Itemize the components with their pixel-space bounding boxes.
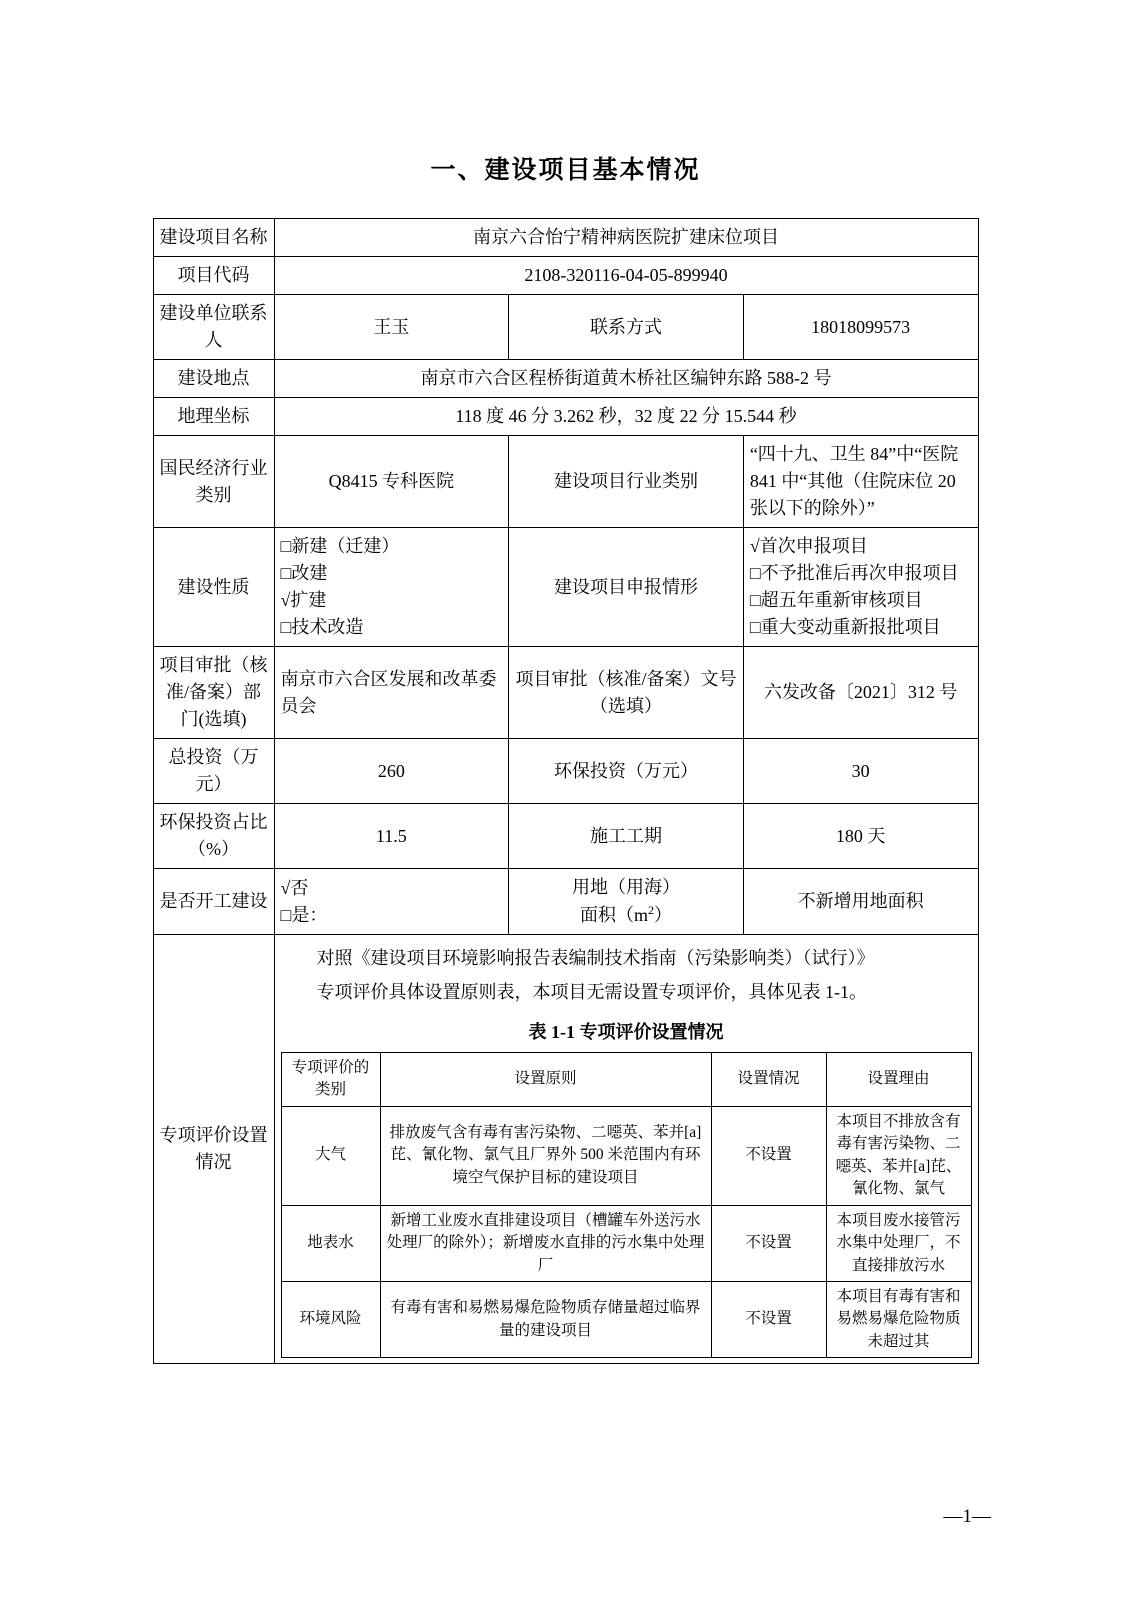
table-row-coordinates	[153, 398, 978, 436]
label-land-area	[509, 869, 744, 935]
label-project-name: 建设项目名称	[153, 219, 274, 257]
value-special-evaluation	[274, 935, 978, 1364]
label-env-investment: 环保投资（万元）	[509, 739, 744, 804]
label-env-ratio: 环保投资占比（%）	[153, 804, 274, 869]
table-row-project-code	[153, 257, 978, 295]
checkbox-new-build[interactable]: □新建（迁建）	[280, 536, 400, 556]
label-industry: 国民经济行业类别	[153, 436, 274, 528]
page-number: —1—	[943, 1506, 991, 1527]
value-env-ratio: 11.5	[274, 804, 509, 869]
checkbox-not-started[interactable]: √否	[280, 877, 309, 898]
label-approval-docno: 项目审批（核准/备案）文号（选填）	[509, 647, 744, 739]
project-basic-info-table	[153, 218, 979, 1364]
label-contact-way: 联系方式	[509, 295, 744, 360]
label-land-area-line1: 用地（用海）	[571, 877, 680, 897]
page-title: 一、建设项目基本情况	[430, 155, 701, 184]
table-row	[281, 1106, 971, 1205]
header-category: 专项评价的类别	[281, 1052, 380, 1106]
value-total-investment: 260	[274, 739, 509, 804]
label-land-area-line2	[515, 901, 737, 929]
label-land-area-text: 面积（m	[579, 905, 648, 925]
checkbox-rebuild[interactable]: □改建	[280, 563, 328, 583]
cell-status: 不设置	[711, 1282, 826, 1358]
cell-status: 不设置	[711, 1205, 826, 1281]
special-evaluation-table	[281, 1052, 972, 1359]
value-site: 南京市六合区程桥街道黄木桥社区编钟东路 588-2 号	[274, 360, 978, 398]
label-project-code: 项目代码	[153, 257, 274, 295]
value-construction-duration: 180 天	[743, 804, 978, 869]
label-land-area-end: ）	[653, 905, 672, 925]
cell-status: 不设置	[711, 1106, 826, 1205]
cell-reason: 本项目不排放含有毒有害污染物、二噁英、苯并[a]芘、氰化物、氯气	[826, 1106, 971, 1205]
table-row-started	[153, 869, 978, 935]
cell-category: 环境风险	[281, 1282, 380, 1358]
label-construction-duration: 施工工期	[509, 804, 744, 869]
value-approval-docno: 六发改备〔2021〕312 号	[743, 647, 978, 739]
table-header-row	[281, 1052, 971, 1106]
checkbox-started[interactable]: □是：	[280, 904, 328, 925]
cell-category: 大气	[281, 1106, 380, 1205]
value-construction-nature	[274, 528, 509, 647]
checkbox-major-change[interactable]: □重大变动重新报批项目	[749, 617, 941, 637]
value-construction-started	[274, 869, 509, 935]
table-row-site	[153, 360, 978, 398]
value-coordinates: 118 度 46 分 3.262 秒，32 度 22 分 15.544 秒	[274, 398, 978, 436]
value-contact: 王玉	[274, 295, 509, 360]
value-project-industry: “四十九、卫生 84”中“医院 841 中“其他（住院床位 20 张以下的除外）”	[743, 436, 978, 528]
label-project-industry: 建设项目行业类别	[509, 436, 744, 528]
checkbox-redeclaration[interactable]: □不予批准后再次申报项目	[749, 563, 959, 583]
label-construction-started: 是否开工建设	[153, 869, 274, 935]
cell-principle: 新增工业废水直排建设项目（槽罐车外送污水处理厂的除外）；新增废水直排的污水集中处理厂	[380, 1205, 711, 1281]
cell-category: 地表水	[281, 1205, 380, 1281]
label-total-investment: 总投资（万元）	[153, 739, 274, 804]
label-declaration-type: 建设项目申报情形	[509, 528, 744, 647]
table-row-total-investment	[153, 739, 978, 804]
value-declaration-type	[743, 528, 978, 647]
table-row-special-evaluation	[153, 935, 978, 1364]
cell-reason: 本项目废水接管污水集中处理厂，不直接排放污水	[826, 1205, 971, 1281]
label-coordinates: 地理坐标	[153, 398, 274, 436]
inner-table-title: 表 1-1 专项评价设置情况	[528, 1021, 724, 1042]
value-contact-way: 18018099573	[743, 295, 978, 360]
value-industry: Q8415 专科医院	[274, 436, 509, 528]
checkbox-five-year-review[interactable]: □超五年重新审核项目	[749, 590, 923, 610]
value-approval-dept: 南京市六合区发展和改革委员会	[274, 647, 509, 739]
header-status: 设置情况	[711, 1052, 826, 1106]
table-row-industry	[153, 436, 978, 528]
label-site: 建设地点	[153, 360, 274, 398]
value-project-code: 2108-320116-04-05-899940	[274, 257, 978, 295]
value-project-name: 南京六合怡宁精神病医院扩建床位项目	[274, 219, 978, 257]
special-eval-paragraph-2: 专项评价具体设置原则表，本项目无需设置专项评价，具体见表 1-1。	[316, 982, 867, 1003]
table-row-nature	[153, 528, 978, 647]
cell-principle: 有毒有害和易燃易爆危险物质存储量超过临界量的建设项目	[380, 1282, 711, 1358]
checkbox-tech-upgrade[interactable]: □技术改造	[280, 617, 364, 637]
label-construction-nature: 建设性质	[153, 528, 274, 647]
table-row	[281, 1205, 971, 1281]
table-row-contact	[153, 295, 978, 360]
table-row-approval-dept	[153, 647, 978, 739]
label-land-area-superscript: 2	[647, 903, 654, 917]
value-env-investment: 30	[743, 739, 978, 804]
checkbox-first-declaration[interactable]: √首次申报项目	[749, 536, 868, 556]
table-row-env-ratio	[153, 804, 978, 869]
cell-principle: 排放废气含有毒有害污染物、二噁英、苯并[a]芘、氰化物、氯气且厂界外 500 米范围内有环境空气保护目标的建设项目	[380, 1106, 711, 1205]
label-special-evaluation: 专项评价设置情况	[153, 935, 274, 1364]
cell-reason: 本项目有毒有害和易燃易爆危险物质未超过其	[826, 1282, 971, 1358]
value-land-area: 不新增用地面积	[743, 869, 978, 935]
label-approval-dept: 项目审批（核准/备案）部门(选填)	[153, 647, 274, 739]
label-contact: 建设单位联系人	[153, 295, 274, 360]
header-reason: 设置理由	[826, 1052, 971, 1106]
table-row-project-name	[153, 219, 978, 257]
table-row	[281, 1282, 971, 1358]
header-principle: 设置原则	[380, 1052, 711, 1106]
checkbox-expansion[interactable]: √扩建	[280, 590, 327, 610]
special-eval-paragraph-1: 对照《建设项目环境影响报告表编制技术指南（污染影响类）（试行）》	[316, 948, 875, 968]
